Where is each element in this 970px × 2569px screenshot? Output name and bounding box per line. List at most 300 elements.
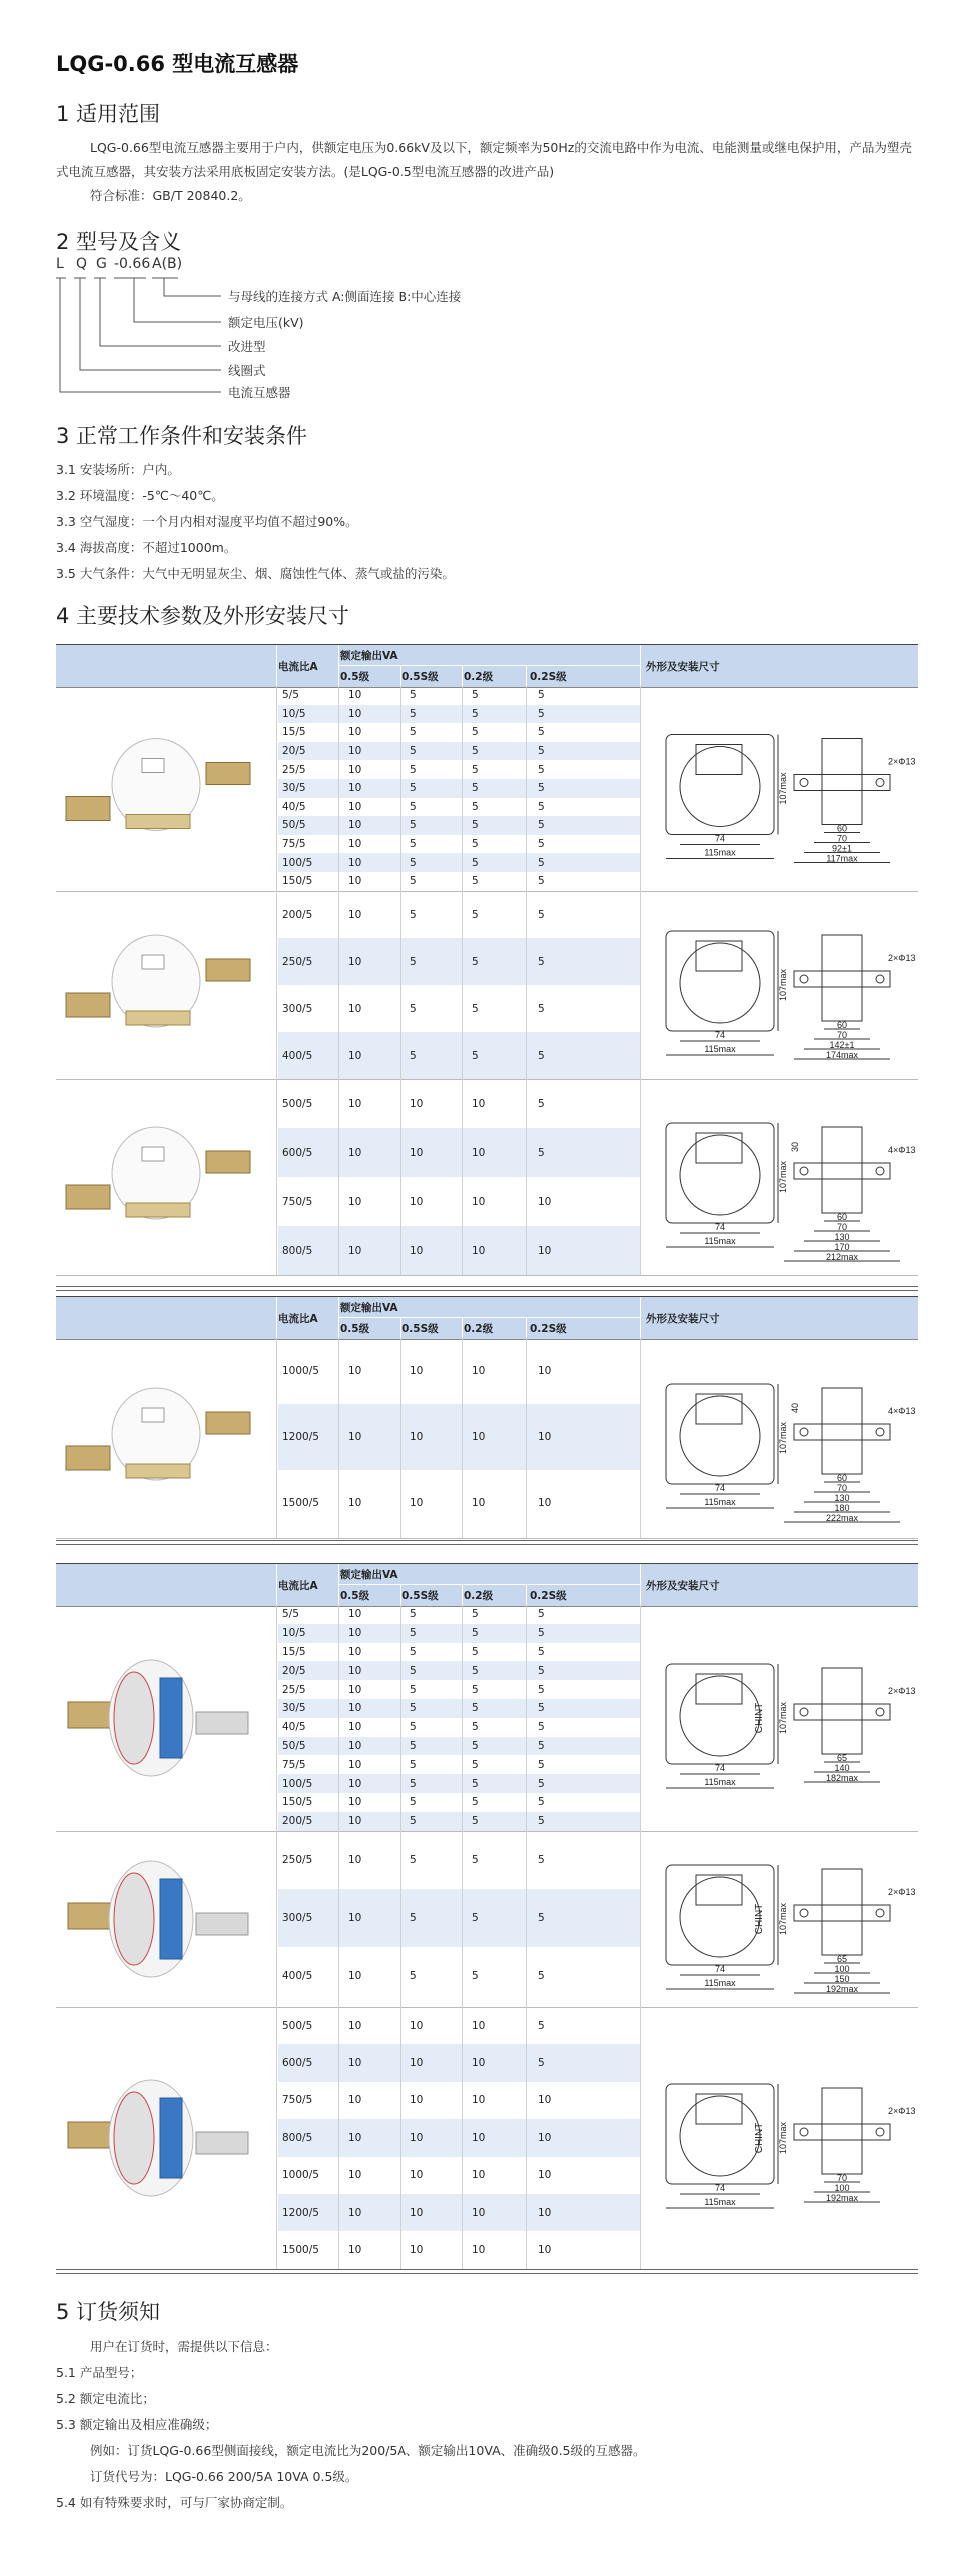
ratio-cell: 600/5 [282,1146,313,1159]
value-cell: 5 [538,856,545,869]
height-label: 107max [778,2121,788,2155]
ratio-cell: 1000/5 [282,1365,319,1377]
value-cell: 5 [410,908,417,921]
height-label: 107max [778,968,788,1002]
value-cell: 10 [472,1244,486,1257]
value-cell: 5 [472,745,479,758]
base-plate [126,1203,190,1217]
value-cell: 10 [348,1146,362,1159]
value-cell: 10 [348,1777,362,1790]
value-cell: 5 [410,1854,417,1866]
side-dim-label: 150 [834,1974,850,1984]
column-divider [462,891,463,1079]
mount-hole [800,779,808,787]
side-dim-label: 174max [825,1050,859,1060]
column-divider [640,1605,641,1831]
base-plate [126,1011,190,1025]
table-row [278,1699,640,1718]
value-cell: 5 [472,856,479,869]
column-divider [526,1605,527,1831]
side-dim-label: 70 [836,2173,848,2183]
ratio-cell: 150/5 [282,875,313,888]
mount-hole [876,1167,884,1175]
value-cell: 10 [348,1365,362,1377]
value-cell: 10 [348,1664,362,1677]
side-dim-label: 65 [836,1753,848,1763]
value-cell: 10 [348,2057,362,2070]
value-cell: 5 [472,908,479,921]
column-divider [462,1831,463,2007]
section-5-heading: 5 订货须知 [56,2300,161,2324]
transformer-photo [56,1831,276,2007]
side-view [822,935,862,1021]
column-divider [526,1338,527,1538]
table-row [278,1718,640,1737]
table-row [278,1680,640,1699]
value-cell: 5 [538,2057,545,2070]
table-row [278,938,640,985]
ratio-rows [278,1338,640,1538]
value-cell: 5 [538,1758,545,1771]
brand-label: CHINT [754,2122,765,2154]
side-dim-label: 222max [825,1513,859,1523]
header-divider [338,1297,339,1339]
value-cell: 5 [410,1002,417,1015]
value-cell: 5 [538,819,545,832]
height-label: 107max [778,772,788,805]
value-cell: 5 [472,1777,479,1790]
terminal [142,1147,164,1161]
code-label: 额定电压(kV) [228,315,304,330]
product-photo [56,1079,276,1279]
code-char: -0.66 [114,256,151,272]
value-cell: 10 [348,726,362,739]
header-divider [338,1584,640,1585]
side-dim-label: 60 [836,823,848,834]
value-cell: 5 [410,1627,417,1640]
value-cell: 5 [538,1664,545,1677]
value-cell: 5 [410,1815,417,1828]
class-02s-header: 0.2S级 [530,671,567,683]
front-view-core [680,1135,760,1215]
value-cell: 10 [348,2131,362,2144]
value-cell: 10 [472,1097,486,1110]
table-row [278,1755,640,1774]
value-cell: 10 [472,2019,486,2032]
value-cell: 10 [472,2206,486,2219]
value-cell: 10 [348,1195,362,1208]
ratio-cell: 5/5 [282,1608,299,1621]
value-cell: 10 [348,1739,362,1752]
value-cell: 10 [348,1244,362,1257]
column-divider [276,686,277,891]
header-divider [462,1317,463,1339]
value-cell: 5 [538,1683,545,1696]
value-cell: 5 [410,838,417,851]
hole-label: 2×Φ13 [888,756,916,767]
value-cell: 10 [348,1097,362,1110]
ratio-cell: 400/5 [282,1049,313,1062]
ratio-rows [278,2007,640,2269]
value-cell: 5 [472,1854,479,1866]
value-cell: 5 [410,1739,417,1752]
value-cell: 10 [348,782,362,795]
ratio-cell: 200/5 [282,908,313,921]
standard-note: 符合标准：GB/T 20840.2。 [90,188,251,203]
value-cell: 10 [348,1497,362,1509]
table-header [56,1563,918,1607]
side-view [822,2088,862,2174]
class-02-header: 0.2级 [464,671,494,683]
transformer-rim [114,2092,154,2184]
table-row [278,1079,640,1128]
value-cell: 5 [538,763,545,776]
value-cell: 10 [410,2244,424,2257]
column-divider [276,1338,277,1538]
front-view-core [680,1676,760,1756]
value-cell: 5 [410,856,417,869]
header-divider [526,1584,527,1606]
value-cell: 5 [472,1645,479,1658]
ordering-notes [56,2334,916,2516]
column-divider [640,1338,641,1538]
height-label: 107max [778,1902,788,1936]
product-photo [56,1605,276,1835]
value-cell: 10 [348,2244,362,2257]
ratio-rows [278,686,640,891]
value-cell: 5 [472,875,479,888]
side-dim-label: 117max [826,853,858,864]
ratio-cell: 250/5 [282,1854,313,1866]
class-05-header: 0.5级 [340,1323,370,1335]
condition-item: 3.3 空气湿度：一个月内相对湿度平均值不超过90%。 [56,514,358,529]
terminal [142,759,164,773]
product-photo [56,1831,276,2011]
dimension-drawing [644,891,916,1083]
table-row [278,2044,640,2081]
dimension-drawing [644,686,916,895]
table-end-rule [56,1286,918,1291]
ratio-col-header: 电流比A [278,661,318,673]
column-divider [640,1831,641,2007]
side-dim-label: 140 [834,1763,850,1773]
outline-drawing [644,1605,916,1831]
value-cell: 10 [538,1431,552,1443]
table-row [278,1793,640,1812]
ratio-cell: 500/5 [282,2019,313,2032]
table-row [278,2157,640,2194]
outline-drawing [644,1831,916,2007]
front-view-core [680,1877,760,1957]
row-group-500-800 [56,1079,918,1276]
side-view [822,1869,862,1955]
value-cell: 5 [410,726,417,739]
ratio-col-header: 电流比A [278,1580,318,1592]
transformer-photo [56,686,276,891]
output-col-header: 额定输出VA [340,1302,398,1314]
value-cell: 10 [538,1365,552,1377]
column-divider [400,891,401,1079]
transformer-rim [114,1672,154,1764]
class-02s-header: 0.2S级 [530,1323,567,1335]
table-row [278,835,640,854]
hole-label: 2×Φ13 [888,953,916,963]
value-cell: 10 [348,1431,362,1443]
value-cell: 10 [348,1049,362,1062]
header-divider [526,1317,527,1339]
value-cell: 5 [538,1739,545,1752]
header-divider [338,1317,640,1318]
value-cell: 10 [348,1854,362,1866]
table-row [278,1338,640,1404]
ratio-cell: 30/5 [282,782,306,795]
header-divider [276,645,277,687]
value-cell: 5 [538,1097,545,1110]
value-cell: 10 [348,908,362,921]
base-plate [126,815,190,829]
header-divider [462,1584,463,1606]
product-photo [56,686,276,895]
value-cell: 10 [348,1721,362,1734]
table-row [278,1177,640,1226]
outline-drawing [644,686,916,891]
value-cell: 5 [472,819,479,832]
value-cell: 5 [538,955,545,968]
value-cell: 5 [410,707,417,720]
table-row [278,1032,640,1079]
dimension-drawing [644,1079,916,1279]
ratio-cell: 75/5 [282,838,306,851]
value-cell: 10 [348,1002,362,1015]
table-row [278,1128,640,1177]
value-cell: 10 [472,1195,486,1208]
transformer-photo [56,2007,276,2269]
table-row [278,2194,640,2231]
column-divider [338,2007,339,2269]
side-dim-label: 65 [836,1954,848,1964]
value-cell: 5 [472,1815,479,1828]
class-02-header: 0.2级 [464,1323,494,1335]
header-divider [400,1584,401,1606]
column-divider [526,2007,527,2269]
ratio-cell: 300/5 [282,1912,313,1924]
brand-label: CHINT [754,1903,765,1935]
output-col-header: 额定输出VA [340,1569,398,1581]
value-cell: 5 [410,782,417,795]
mount-hole [876,1708,884,1716]
value-cell: 10 [348,745,362,758]
ratio-cell: 10/5 [282,1627,306,1640]
column-divider [400,1338,401,1538]
value-cell: 5 [538,800,545,813]
class-05s-header: 0.5S级 [402,1590,439,1602]
header-divider [640,645,641,687]
width-label: 74 [714,1483,726,1493]
class-05-header: 0.5级 [340,1590,370,1602]
side-dim-label: 180 [834,1503,850,1513]
terminal [142,1408,164,1422]
value-cell: 5 [538,1777,545,1790]
ratio-cell: 1500/5 [282,1497,319,1509]
class-05-header: 0.5级 [340,671,370,683]
dimension-drawing [644,1338,916,1542]
ratio-cell: 1200/5 [282,2206,319,2219]
value-cell: 5 [472,1912,479,1924]
value-cell: 10 [348,2206,362,2219]
ratio-cell: 100/5 [282,856,313,869]
code-label: 线圈式 [228,363,266,378]
table-header [56,1296,918,1340]
front-view-core [680,1396,760,1476]
value-cell: 10 [348,819,362,832]
value-cell: 10 [348,1970,362,1982]
dims-col-header: 外形及安装尺寸 [646,1580,720,1592]
column-divider [276,891,277,1079]
value-cell: 10 [410,1365,424,1377]
section-1-paragraph: LQG-0.66型电流互感器主要用于户内，供额定电压为0.66kV及以下，额定频率为50Hz的交流电路中作为电流、电能测量或继电保护用，产品为塑壳式电流互感器，其安装方法采用底板固定安装方法。(是LQG-0.5型电流互感器的改进产品) [56,140,912,179]
table-row [278,2231,640,2268]
ratio-cell: 200/5 [282,1815,313,1828]
ratio-cell: 1200/5 [282,1431,319,1443]
table-row [278,1947,640,2005]
dimension-drawing [644,1831,916,2011]
front-view [666,1384,774,1484]
ratio-cell: 1500/5 [282,2244,319,2257]
spec-table-1 [56,644,918,1290]
product-photo [56,2007,276,2273]
dimension-drawing [644,1605,916,1835]
width-label: 74 [714,2183,726,2193]
order-item: 5.3 额定输出及相应准确级； [56,2417,218,2432]
table-row [278,1661,640,1680]
value-cell: 5 [410,1683,417,1696]
spec-table-3 [56,1563,918,2273]
ratio-cell: 800/5 [282,1244,313,1257]
value-cell: 5 [410,1777,417,1790]
value-cell: 5 [538,875,545,888]
column-divider [338,891,339,1079]
ratio-cell: 20/5 [282,745,306,758]
table-end-rule [56,1540,918,1545]
value-cell: 5 [410,1049,417,1062]
ratio-cell: 50/5 [282,1739,306,1752]
ratio-cell: 800/5 [282,2131,313,2144]
value-cell: 10 [410,1497,424,1509]
value-cell: 5 [410,955,417,968]
code-char: G [96,256,107,272]
mount-hole [876,1909,884,1917]
ratio-cell: 250/5 [282,955,313,968]
value-cell: 5 [538,689,545,702]
value-cell: 5 [410,819,417,832]
value-cell: 10 [538,2206,552,2219]
value-cell: 10 [472,1146,486,1159]
mount-hole [800,1167,808,1175]
order-example: 例如：订货LQG-0.66型侧面接线，额定电流比为200/5A、额定输出10VA、准确级0.5级的互感器。 [90,2443,646,2458]
value-cell: 5 [472,955,479,968]
condition-item: 3.4 海拔高度：不超过1000m。 [56,540,237,555]
product-photo [56,1338,276,1542]
value-cell: 10 [410,2169,424,2182]
ratio-cell: 30/5 [282,1702,306,1715]
order-item: 5.1 产品型号； [56,2365,143,2380]
value-cell: 10 [538,1244,552,1257]
value-cell: 10 [410,1431,424,1443]
side-view [822,739,862,825]
value-cell: 10 [348,2019,362,2032]
value-cell: 5 [538,1912,545,1924]
value-cell: 5 [538,838,545,851]
value-cell: 10 [538,2094,552,2107]
column-divider [338,1338,339,1538]
column-divider [400,1831,401,2007]
dims-col-header: 外形及安装尺寸 [646,1313,720,1325]
value-cell: 10 [472,1365,486,1377]
header-divider [338,645,339,687]
value-cell: 10 [472,1497,486,1509]
ratio-cell: 400/5 [282,1970,313,1982]
side-view [822,1668,862,1754]
busbar-right [206,763,250,785]
value-cell: 10 [348,838,362,851]
value-cell: 10 [348,1912,362,1924]
value-cell: 10 [472,2131,486,2144]
value-cell: 10 [348,800,362,813]
mount-hole [876,779,884,787]
outline-drawing [644,2007,916,2269]
base-plate [126,1464,190,1478]
column-divider [640,686,641,891]
ratio-rows [278,1605,640,1831]
column-divider [400,2007,401,2269]
busbar-right [196,1712,248,1734]
code-label: 与母线的连接方式 A:侧面连接 B:中心连接 [228,289,462,304]
order-intro: 用户在订货时，需提供以下信息： [90,2339,278,2354]
value-cell: 5 [538,1702,545,1715]
column-divider [276,1079,277,1275]
outline-drawing [644,1079,916,1275]
busbar-right [196,2132,248,2154]
value-cell: 5 [472,689,479,702]
table-row [278,853,640,872]
header-divider [276,1564,277,1606]
value-cell: 5 [538,745,545,758]
column-divider [526,686,527,891]
value-cell: 5 [472,726,479,739]
ratio-cell: 15/5 [282,1645,306,1658]
side-view [822,1388,862,1474]
side-dim-label: 92±1 [832,843,852,854]
section-2-heading: 2 型号及含义 [56,230,182,254]
column-divider [400,1079,401,1275]
code-leader-lines [56,256,616,406]
column-divider [276,1605,277,1831]
value-cell: 5 [538,1002,545,1015]
value-cell: 10 [410,2206,424,2219]
value-cell: 5 [472,1739,479,1752]
height-label: 107max [778,1701,788,1735]
value-cell: 5 [472,1702,479,1715]
width-label: 115max [704,1777,736,1787]
hole-label: 2×Φ13 [888,1887,916,1897]
value-cell: 10 [410,2019,424,2032]
front-view [666,931,774,1031]
value-cell: 5 [472,763,479,776]
side-dim-label: 170 [834,1242,850,1252]
header-divider [462,665,463,687]
busbar-right [206,1151,250,1173]
column-divider [462,2007,463,2269]
